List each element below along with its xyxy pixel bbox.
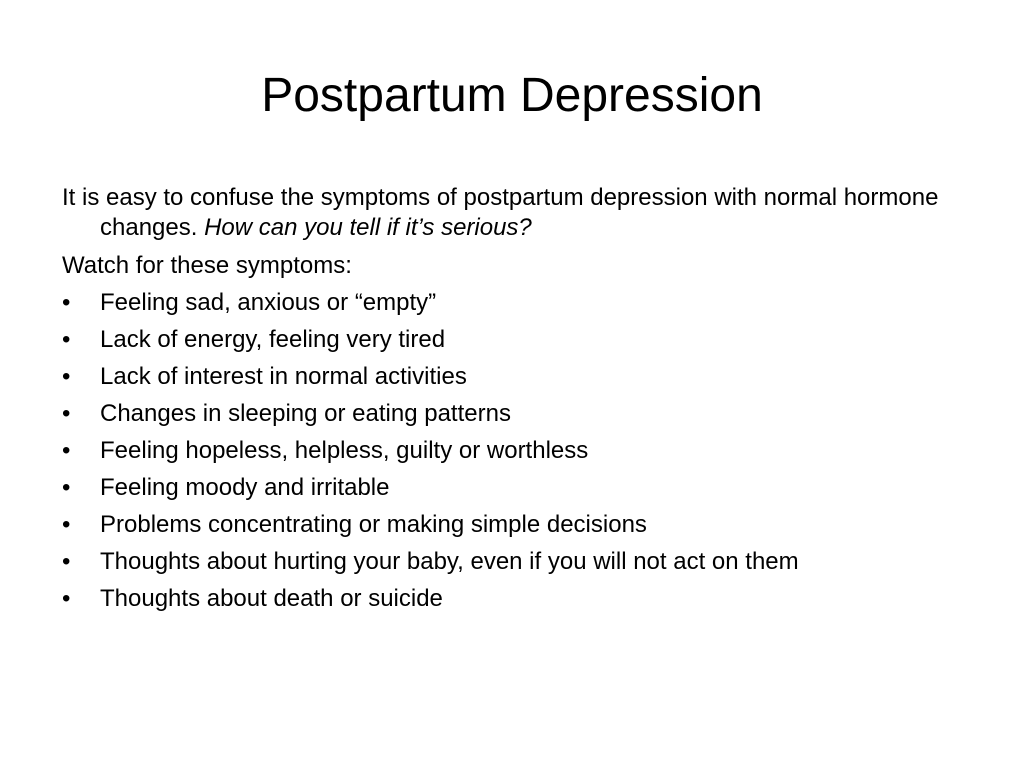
symptom-item: [62, 288, 962, 318]
symptom-item: [62, 436, 962, 466]
symptom-text: Feeling sad, anxious or “empty”: [100, 289, 437, 316]
symptom-list: [62, 288, 962, 614]
symptom-text: Feeling moody and irritable: [100, 474, 390, 501]
symptom-text: Lack of interest in normal activities: [100, 363, 467, 390]
bullet-icon: •: [62, 474, 71, 501]
symptom-text: Changes in sleeping or eating patterns: [100, 400, 511, 427]
symptom-text: Problems concentrating or making simple decisions: [100, 511, 647, 538]
symptom-item: [62, 362, 962, 392]
symptom-item: [62, 399, 962, 429]
symptom-item: [62, 325, 962, 355]
symptom-text: Thoughts about hurting your baby, even if you will not act on them: [100, 548, 799, 575]
symptom-item: [62, 473, 962, 503]
bullet-icon: •: [62, 289, 71, 316]
symptom-text: Thoughts about death or suicide: [100, 585, 443, 612]
intro-paragraph: [62, 183, 962, 243]
bullet-icon: •: [62, 511, 71, 538]
bullet-icon: •: [62, 363, 71, 390]
slide-title: Postpartum Depression: [261, 69, 763, 122]
symptom-item: [62, 547, 962, 577]
intro-text: It is easy to confuse the symptoms of postpartum depression with normal hormone changes.: [62, 184, 939, 241]
intro-question: How can you tell if it’s serious?: [204, 214, 532, 241]
symptom-item: [62, 510, 962, 540]
bullet-icon: •: [62, 437, 71, 464]
watch-label: Watch for these symptoms:: [62, 252, 352, 279]
slide-body: [62, 183, 962, 614]
symptom-text: Feeling hopeless, helpless, guilty or worthless: [100, 437, 589, 464]
bullet-icon: •: [62, 326, 71, 353]
bullet-icon: •: [62, 548, 71, 575]
bullet-icon: •: [62, 585, 71, 612]
symptom-text: Lack of energy, feeling very tired: [100, 326, 446, 353]
bullet-icon: •: [62, 400, 71, 427]
symptom-item: [62, 584, 962, 614]
